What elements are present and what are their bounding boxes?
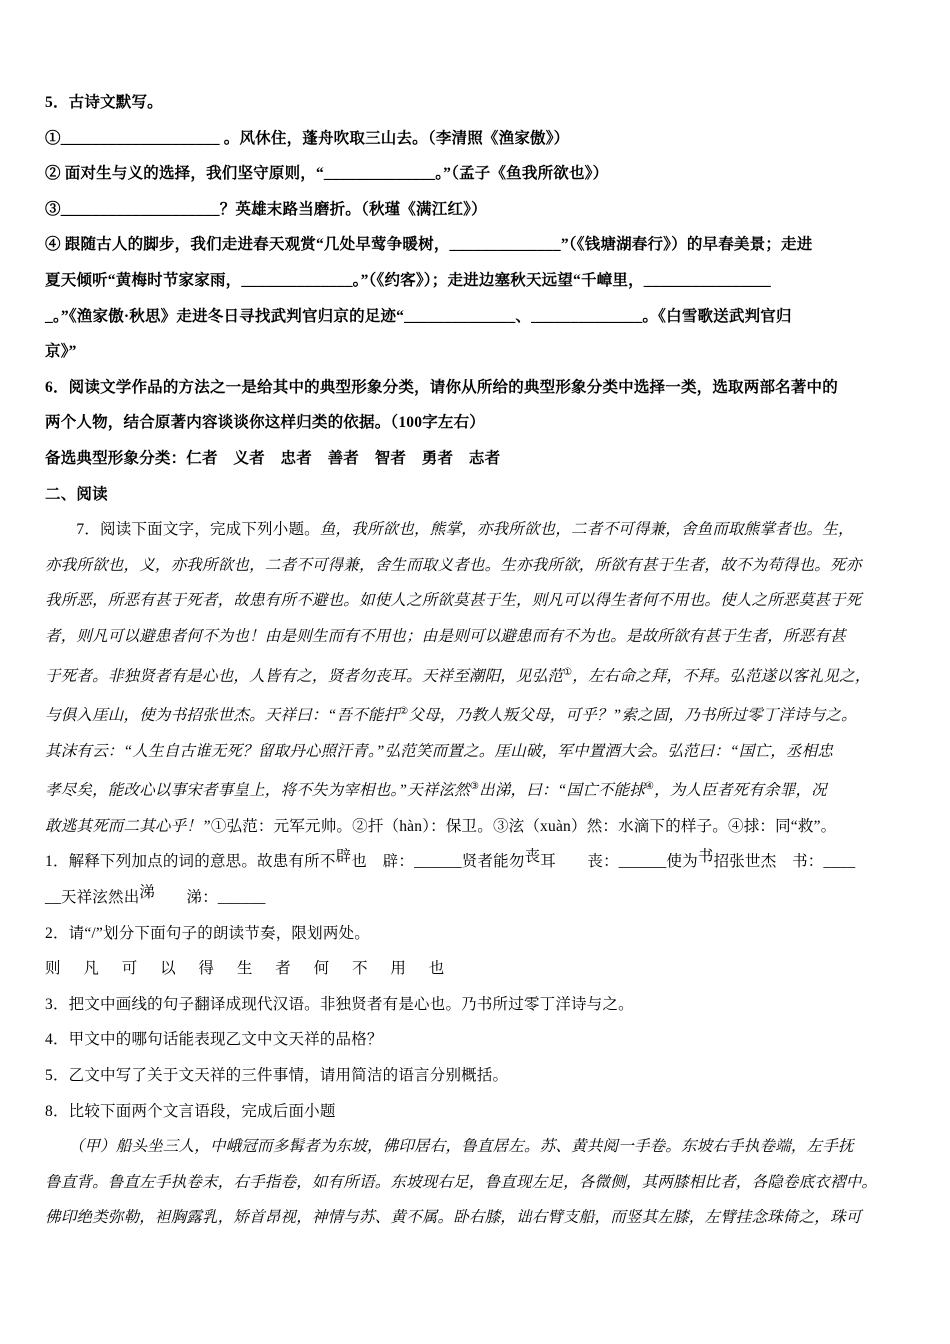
- q5-header: [45, 85, 906, 121]
- q7-passage-end: 敢逃其死而二其心乎！”: [45, 817, 211, 835]
- q7-passage-line-6b: 父母，乃教人叛父母，可乎？”索之固，乃书所过零丁洋诗与之。: [408, 707, 857, 725]
- line-text: 二、阅读: [45, 485, 108, 503]
- q7-sub1-line-2: [45, 880, 906, 916]
- line-text: 6．阅读文学作品的方法之一是给其中的典型形象分类，请你从所给的典型形象分类中选择一类，选取两部名著中的: [45, 378, 838, 396]
- q7-passage-line-3: [45, 583, 906, 619]
- line-text: 夏天倾听“黄梅时节家家雨，______________。”（《约客》）；走进边塞秋天远望“千嶂里，________________: [45, 271, 772, 289]
- line-text: 佛印绝类弥勒，袒胸露乳，矫首昂视，神情与苏、黄不属。卧右膝，诎右臂支船，而竖其左膝，左臂挂念珠倚之，珠可: [45, 1209, 862, 1227]
- q5-blank-1: [45, 121, 906, 157]
- q7-sub1-f: 招张世杰 书：____: [713, 853, 856, 871]
- line-text: ③____________________？英雄末路当磨折。（秋瑾《满江红》）: [45, 200, 487, 218]
- line-text: _。”《渔家傲·秋思》走进冬日寻找武判官归京的足迹“______________、______________。《白雪歌送武判官归: [45, 307, 792, 325]
- line-text: ② 面对生与义的选择，我们坚守原则，“______________。”（孟子《鱼我所欲也》）: [45, 165, 609, 183]
- q5-blank-3: [45, 192, 906, 228]
- q8-passage-jia-line-3: [45, 1200, 906, 1236]
- line-text: 3．把文中画线的句子翻译成现代汉语。非独贤者有是心也。乃书所过零丁洋诗与之。: [45, 995, 634, 1013]
- q7-sub1-g: __天祥泫然出: [45, 889, 140, 907]
- line-text: 鲁直背。鲁直左手执卷末，右手指卷，如有所语。东坡现右足，鲁直现左足，各微侧，其两膝相比者，各隐卷底衣褶中。: [45, 1173, 878, 1191]
- q6-options: [45, 441, 906, 477]
- q7-sub3: [45, 987, 906, 1023]
- q7-passage-line-5a: 于死者。非独贤者有是心也，人皆有之，贤者勿丧耳。天祥至潮阳，见弘范: [45, 667, 564, 685]
- line-text: 5．乙文中写了关于文天祥的三件事情，请用简洁的语言分别概括。: [45, 1067, 509, 1085]
- q7-sub1-line-1: [45, 844, 906, 880]
- line-text: ④ 跟随古人的脚步，我们走进春天观赏“几处早莺争暖树，______________”（《钱塘湖春行》）的早春美景；走进: [45, 236, 813, 254]
- q7-passage-line-5b: ，左右命之拜，不拜。弘范遂以客礼见之，: [572, 667, 871, 685]
- q7-passage-line-6a: 与俱入厓山，使为书招张世杰。天祥曰：“吾不能扞: [45, 707, 400, 725]
- q7-line-1: [45, 512, 906, 548]
- line-text: 5．古诗文默写。: [45, 94, 163, 111]
- line-text: 其沫有云：“人生自古谁无死？留取丹心照汗青。”弘范笑而置之。厓山破，军中置酒大会。弘范曰：“国亡，丞相忠: [45, 742, 834, 760]
- footnote-ref-1: ①: [563, 666, 573, 678]
- line-text: （甲）船头坐三人，中峨冠而多髯者为东坡，佛印居右，鲁直居左。苏、黄共阅一手卷。东坡右手执卷端，左手抚: [45, 1138, 854, 1156]
- q7-passage-line-8: [45, 769, 906, 809]
- line-text: 者，则凡可以避患者何不为也！由是则生而有不用也；由是则可以避患而有不为也。是故所欲有甚于生者，所恶有甚: [45, 627, 846, 645]
- line-text: ①____________________ 。风休住，蓬舟吹取三山去。（李清照《渔家傲》）: [45, 129, 570, 147]
- q8-passage-jia-line-2: [45, 1165, 906, 1201]
- line-text: 京》”: [45, 343, 77, 361]
- q5-blank-4-line-2: [45, 263, 906, 299]
- line-text: 两个人物，结合原著内容谈谈你这样归类的依据。（100字左右）: [45, 414, 486, 432]
- dotted-word-bi: 辟: [335, 848, 352, 866]
- q7-passage-line-8c: ，为人臣者死有余罪，况: [654, 782, 827, 800]
- q7-passage-line-2: [45, 548, 906, 584]
- line-text: 8．比较下面两个文言语段，完成后面小题: [45, 1102, 336, 1120]
- dotted-word-shu: 书: [697, 848, 714, 866]
- q5-blank-2: [45, 156, 906, 192]
- q7-passage-line-5: [45, 655, 906, 695]
- line-text: 亦我所欲也，义，亦我所欲也，二者不可得兼，舍生而取义者也。生亦我所欲，所欲有甚于生者，故不为苟得也。死亦: [45, 556, 862, 574]
- q5-blank-4-line-3: [45, 299, 906, 335]
- line-text: 备选典型形象分类：仁者 义者 忠者 善者 智者 勇者 志者: [45, 449, 501, 467]
- q8-header: [45, 1094, 906, 1130]
- q7-sub1-c: 贤者能勿: [461, 853, 525, 871]
- q7-passage-line-4: [45, 619, 906, 655]
- q7-sub2-sentence: [45, 951, 906, 987]
- q7-sub5: [45, 1058, 906, 1094]
- line-text: 则 凡 可 以 得 生 者 何 不 用 也: [45, 960, 454, 978]
- q7-sub1-d: 耳 丧：______: [540, 853, 667, 871]
- line-text: 我所恶，所恶有甚于死者，故患有所不避也。如使人之所欲莫甚于生，则凡可以得生者何不用也。使人之所恶莫甚于死: [45, 592, 862, 610]
- q7-sub1-e: 使为: [666, 853, 698, 871]
- q5-blank-4-line-1: [45, 227, 906, 263]
- q7-passage-line-9: [45, 809, 906, 845]
- q7-sub2: [45, 916, 906, 952]
- q7-passage-line-7: [45, 734, 906, 770]
- dotted-word-sang: 丧: [524, 848, 541, 866]
- q7-passage-line-6: [45, 694, 906, 734]
- q7-sub1-b: 也 辟：______: [351, 853, 462, 871]
- q8-passage-jia-line-1: [45, 1129, 906, 1165]
- q7-passage-line-8a: 孝尽矣，能改心以事宋者事皇上，将不失为宰相也。”天祥泫然: [45, 782, 470, 800]
- q6-line-2: [45, 405, 906, 441]
- section-2-reading-header: [45, 477, 906, 513]
- footnote-ref-3: ③: [469, 781, 480, 793]
- footnote-ref-4: ④: [644, 781, 655, 793]
- q6-line-1: [45, 370, 906, 406]
- q5-blank-4-line-4: [45, 334, 906, 370]
- line-text: 2．请“/”划分下面句子的朗读节奏，限划两处。: [45, 924, 370, 942]
- q7-sub1-a: 1．解释下列加点的词的意思。故患有所不: [45, 853, 336, 871]
- q7-passage-start: 鱼，我所欲也，熊掌，亦我所欲也，二者不可得兼，舍鱼而取熊掌者也。生，: [319, 521, 854, 539]
- q7-sub1-h: 涕：______: [155, 889, 266, 907]
- q7-intro: 7．阅读下面文字，完成下列小题。: [45, 521, 320, 539]
- q7-sub4: [45, 1022, 906, 1058]
- q7-footnotes: ①弘范：元军元帅。②扞（hàn）：保卫。③泫（xuàn）然：水滴下的样子。④捄：同“救”。: [210, 817, 837, 835]
- q7-passage-line-8b: 出涕，曰：“国亡不能捄: [479, 782, 645, 800]
- footnote-ref-2: ②: [399, 706, 409, 718]
- dotted-word-ti: 涕: [139, 884, 156, 902]
- line-text: 4．甲文中的哪句话能表现乙文中文天祥的品格？: [45, 1031, 383, 1049]
